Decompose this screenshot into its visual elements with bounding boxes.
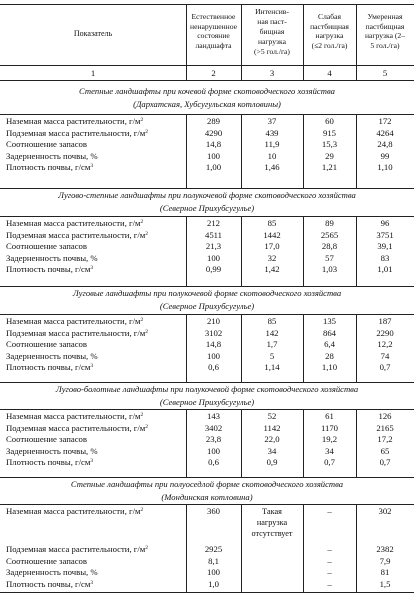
cell-value: 24,8 bbox=[377, 139, 393, 149]
row-label bbox=[6, 219, 143, 228]
column-divider bbox=[186, 504, 187, 592]
row-label-text: Подземная масса растительности, г/м bbox=[6, 229, 146, 240]
cell-value: 212 bbox=[206, 218, 221, 228]
section-title: Лугово-степные ландшафты при полукочевой форме скотоводческого хозяйства bbox=[58, 190, 356, 200]
cell-value: 143 bbox=[206, 411, 221, 421]
column-number: 5 bbox=[382, 68, 388, 78]
column-number: 3 bbox=[269, 68, 275, 78]
cell-value: 52 bbox=[267, 411, 277, 421]
cell-value: 17,2 bbox=[377, 434, 393, 444]
header-rule bbox=[0, 65, 414, 66]
cell-value: 2165 bbox=[376, 422, 394, 433]
section-rule bbox=[0, 477, 414, 478]
cell-value: 34 bbox=[325, 445, 334, 456]
row-label-text: Подземная масса растительности, г/м bbox=[6, 327, 146, 338]
header-col3-line: нагрузка bbox=[258, 37, 286, 46]
col-number-rule bbox=[0, 80, 414, 81]
cell-value: 12,2 bbox=[377, 339, 393, 349]
unit-exponent: 3 bbox=[90, 363, 94, 369]
row-label bbox=[6, 447, 98, 456]
cell-value: 19,2 bbox=[321, 434, 338, 444]
row-label-text: Плотность почвы, г/см bbox=[6, 457, 91, 467]
unit-exponent: 2 bbox=[140, 317, 144, 323]
column-divider bbox=[241, 114, 242, 188]
column-divider bbox=[241, 409, 242, 477]
section-title: Луговые ландшафты при полукочевой форме скотоводческого хозяйства bbox=[72, 288, 342, 298]
cell-value: 0,6 bbox=[208, 457, 219, 467]
row-label-text: Плотность почвы, г/см bbox=[6, 578, 91, 589]
column-divider bbox=[356, 409, 357, 477]
cell-value: 3102 bbox=[204, 327, 223, 338]
header-col4-line: (≤2 гол./га) bbox=[311, 40, 348, 50]
cell-value: – bbox=[327, 567, 332, 577]
cell-value: – bbox=[327, 544, 332, 554]
header-col3-line: (>5 гол./га) bbox=[254, 47, 290, 56]
row-label bbox=[6, 231, 148, 240]
cell-value: 302 bbox=[378, 506, 392, 516]
cell-value: – bbox=[327, 578, 332, 589]
cell-value: 81 bbox=[380, 567, 390, 577]
header-col2-line: состояние bbox=[197, 31, 230, 40]
row-label bbox=[6, 363, 93, 372]
section-title: Степные ландшафты при кочевой форме скотоводческого хозяйства bbox=[79, 86, 335, 96]
cell-value: 1,0 bbox=[208, 578, 219, 589]
cell-value: 14,8 bbox=[205, 339, 222, 349]
cell-value: 864 bbox=[322, 327, 337, 338]
header-col3-line: бищная bbox=[259, 27, 285, 36]
cell-value: 0,9 bbox=[266, 457, 278, 467]
row-label-text: Подземная масса растительности, г/м bbox=[6, 544, 146, 554]
cell-value: 1,5 bbox=[379, 578, 391, 589]
row-label-text: Наземная масса растительности, г/м bbox=[6, 116, 141, 126]
cell-value: 83 bbox=[380, 252, 390, 263]
cell-value: 74 bbox=[380, 350, 390, 361]
cell-value: 60 bbox=[325, 116, 334, 126]
section-title: (Мондинская котловина) bbox=[161, 492, 253, 502]
row-label bbox=[6, 254, 98, 263]
row-label bbox=[6, 152, 98, 161]
unit-exponent: 2 bbox=[140, 412, 144, 418]
header-col5-line: пастбищная bbox=[365, 21, 405, 31]
section-rule bbox=[0, 286, 414, 287]
row-label-text: Соотношение запасов bbox=[6, 139, 88, 149]
unit-exponent: 2 bbox=[140, 219, 144, 225]
row-label bbox=[6, 340, 87, 349]
row-label bbox=[6, 140, 87, 149]
cell-value: 96 bbox=[380, 218, 390, 228]
section-rule bbox=[0, 188, 414, 189]
cell-value: 2925 bbox=[204, 544, 223, 554]
cell-value: 439 bbox=[265, 127, 279, 138]
row-label bbox=[6, 568, 98, 577]
cell-value: 34 bbox=[267, 445, 277, 456]
cell-value: 172 bbox=[378, 116, 392, 126]
column-number: 1 bbox=[90, 68, 96, 78]
cell-value: 4511 bbox=[204, 229, 223, 240]
row-label-text: Задерненность почвы, % bbox=[6, 150, 98, 161]
column-number: 2 bbox=[211, 68, 216, 78]
cell-value: 65 bbox=[380, 445, 390, 456]
column-divider bbox=[303, 4, 304, 80]
row-label-text: Задерненность почвы, % bbox=[6, 445, 98, 456]
header-col3-line: ная паст- bbox=[257, 17, 287, 26]
cell-value: 89 bbox=[325, 218, 334, 228]
section-rule bbox=[0, 314, 414, 315]
cell-value: 2565 bbox=[320, 229, 339, 240]
unit-exponent: 2 bbox=[145, 545, 149, 551]
column-divider bbox=[186, 4, 187, 80]
column-divider bbox=[303, 504, 304, 592]
section-rule bbox=[0, 504, 414, 505]
cell-value: 61 bbox=[325, 411, 334, 421]
column-divider bbox=[303, 409, 304, 477]
cell-value: 1,10 bbox=[321, 362, 338, 372]
cell-value: 1,01 bbox=[377, 264, 393, 274]
cell-value: 1,00 bbox=[205, 162, 222, 172]
section-title: Степные ландшафты при полуоседлой форме скотоводческого хозяйства bbox=[70, 479, 344, 489]
column-divider bbox=[186, 314, 187, 382]
cell-value: 0,7 bbox=[379, 457, 391, 467]
cell-value: 100 bbox=[206, 150, 221, 161]
cell-value: – bbox=[327, 506, 332, 516]
section-title: (Северное Прихубсугулье) bbox=[159, 203, 255, 213]
section-title: (Дархатская, Хубсугульская котловины) bbox=[133, 99, 281, 109]
cell-value: 57 bbox=[325, 252, 334, 263]
row-label-text: Плотность почвы, г/см bbox=[6, 264, 91, 274]
section-rule bbox=[0, 216, 414, 217]
cell-value: 210 bbox=[206, 316, 221, 326]
unit-exponent: 3 bbox=[90, 579, 94, 586]
section-rule bbox=[0, 409, 414, 410]
column-divider bbox=[356, 4, 357, 80]
cell-value: 32 bbox=[267, 252, 277, 263]
row-label-text: Плотность почвы, г/см bbox=[6, 362, 91, 372]
header-col5-line: Умеренная bbox=[367, 12, 403, 21]
cell-value: 1,10 bbox=[377, 162, 393, 172]
column-divider bbox=[303, 114, 304, 188]
cell-value: 1,7 bbox=[266, 339, 278, 349]
cell-value: 0,99 bbox=[205, 264, 222, 274]
cell-value: 126 bbox=[378, 411, 392, 421]
cell-value: 1,21 bbox=[321, 162, 338, 172]
cell-value: 100 bbox=[206, 252, 221, 263]
cell-value: 100 bbox=[206, 445, 221, 456]
column-divider bbox=[241, 314, 242, 382]
row-label-text: Подземная масса растительности, г/м bbox=[6, 422, 146, 433]
row-label bbox=[6, 117, 143, 126]
section-rule bbox=[0, 382, 414, 383]
cell-value: 15,3 bbox=[321, 139, 338, 149]
unit-exponent: 3 bbox=[90, 458, 94, 464]
cell-value: 11,9 bbox=[264, 139, 280, 149]
column-divider bbox=[186, 409, 187, 477]
row-label bbox=[6, 129, 148, 138]
column-number: 4 bbox=[327, 68, 332, 78]
unit-exponent: 3 bbox=[90, 265, 94, 271]
row-label bbox=[6, 317, 143, 326]
row-label bbox=[6, 458, 93, 467]
cell-value: 39,1 bbox=[377, 241, 393, 251]
cell-value: 187 bbox=[378, 316, 392, 326]
cell-value: 7,9 bbox=[379, 555, 391, 566]
cell-value: 289 bbox=[206, 116, 221, 126]
header-col2-line: ненарушенное bbox=[190, 21, 237, 31]
column-divider bbox=[356, 314, 357, 382]
cell-value: 22,0 bbox=[264, 434, 280, 444]
cell-value: 1170 bbox=[320, 422, 339, 433]
cell-value: 100 bbox=[206, 567, 221, 577]
row-label-text: Наземная масса растительности, г/м bbox=[6, 316, 141, 326]
header-col3-line: Интенсив- bbox=[255, 7, 289, 16]
row-label-text: Задерненность почвы, % bbox=[6, 350, 98, 361]
cell-value: 135 bbox=[322, 316, 337, 326]
column-divider bbox=[186, 216, 187, 286]
row-label bbox=[6, 424, 148, 433]
cell-value: 28,8 bbox=[321, 241, 338, 251]
cell-value: 1142 bbox=[263, 422, 281, 433]
row-label bbox=[6, 242, 87, 251]
column-divider bbox=[356, 504, 357, 592]
row-label-text: Соотношение запасов bbox=[6, 434, 88, 444]
unit-exponent: 2 bbox=[140, 507, 144, 513]
cell-value: 1,14 bbox=[264, 362, 280, 372]
header-col4-line: пастбищная bbox=[310, 21, 349, 31]
column-divider bbox=[186, 114, 187, 188]
cell-value: 0,6 bbox=[208, 362, 219, 372]
unit-exponent: 2 bbox=[145, 128, 149, 135]
cell-value: 37 bbox=[267, 116, 277, 126]
row-label-text: Плотность почвы, г/см bbox=[6, 162, 91, 172]
column-divider bbox=[356, 114, 357, 188]
row-label bbox=[6, 412, 143, 421]
section-title: Лугово-болотные ландшафты при полукочевой форме скотоводческого хозяйства bbox=[55, 384, 359, 394]
cell-value: 28 bbox=[325, 350, 334, 361]
header-indicator: Показатель bbox=[73, 29, 113, 38]
no-load-note: нагрузка bbox=[256, 518, 288, 527]
cell-value: 23,8 bbox=[205, 434, 222, 444]
bottom-rule bbox=[0, 592, 414, 593]
cell-value: 8,1 bbox=[208, 555, 219, 566]
row-label bbox=[6, 580, 93, 589]
cell-value: 17,0 bbox=[264, 241, 280, 251]
header-col5-line: 5 гол./га) bbox=[370, 40, 400, 50]
row-label bbox=[6, 352, 98, 361]
row-label bbox=[6, 507, 143, 516]
cell-value: 1,46 bbox=[264, 162, 280, 172]
cell-value: 99 bbox=[380, 150, 390, 161]
cell-value: 2290 bbox=[376, 327, 394, 338]
cell-value: 1,03 bbox=[321, 264, 338, 274]
row-label bbox=[6, 557, 87, 566]
row-label bbox=[6, 329, 148, 338]
cell-value: 142 bbox=[265, 327, 279, 338]
cell-value: 3402 bbox=[204, 422, 223, 433]
cell-value: – bbox=[327, 555, 332, 566]
row-label bbox=[6, 265, 93, 274]
section-title: (Северное Прихубсугулье) bbox=[159, 397, 255, 407]
cell-value: 85 bbox=[267, 218, 277, 228]
row-label bbox=[6, 545, 148, 554]
cell-value: 915 bbox=[322, 127, 337, 138]
column-divider bbox=[241, 504, 242, 592]
cell-value: 29 bbox=[325, 150, 334, 161]
cell-value: 6,4 bbox=[324, 339, 335, 349]
section-rule bbox=[0, 114, 414, 115]
column-divider bbox=[303, 216, 304, 286]
row-label-text: Соотношение запасов bbox=[6, 555, 88, 566]
unit-exponent: 3 bbox=[90, 163, 94, 169]
cell-value: 85 bbox=[267, 316, 277, 326]
cell-value: 5 bbox=[269, 350, 275, 361]
cell-value: 2382 bbox=[376, 544, 394, 554]
unit-exponent: 2 bbox=[140, 117, 144, 123]
header-col4-line: нагрузка bbox=[315, 31, 344, 40]
no-load-note: Такая bbox=[262, 507, 282, 516]
row-label bbox=[6, 163, 93, 172]
header-col2-line: Естественное bbox=[191, 12, 236, 21]
row-label-text: Наземная масса растительности, г/м bbox=[6, 506, 141, 516]
cell-value: 21,3 bbox=[205, 241, 222, 251]
row-label-text: Наземная масса растительности, г/м bbox=[6, 218, 141, 228]
row-label-text: Задерненность почвы, % bbox=[6, 567, 98, 577]
column-divider bbox=[356, 216, 357, 286]
column-divider bbox=[303, 314, 304, 382]
cell-value: 100 bbox=[206, 350, 221, 361]
header-col2-line: ландшафта bbox=[195, 40, 232, 50]
row-label-text: Подземная масса растительности, г/м bbox=[6, 127, 146, 138]
cell-value: 10 bbox=[267, 150, 277, 161]
row-label-text: Соотношение запасов bbox=[6, 339, 88, 349]
row-label-text: Наземная масса растительности, г/м bbox=[6, 411, 141, 421]
cell-value: 4264 bbox=[376, 127, 394, 138]
cell-value: 14,8 bbox=[205, 139, 222, 149]
header-col4-line: Слабая bbox=[318, 12, 341, 21]
cell-value: 360 bbox=[206, 506, 221, 516]
column-divider bbox=[241, 216, 242, 286]
row-label-text: Соотношение запасов bbox=[6, 241, 88, 251]
cell-value: 4290 bbox=[204, 127, 223, 138]
row-label bbox=[6, 435, 87, 444]
row-label-text: Задерненность почвы, % bbox=[6, 252, 98, 263]
cell-value: 1,42 bbox=[264, 264, 280, 274]
column-divider bbox=[241, 4, 242, 80]
section-title: (Северное Прихубсугулье) bbox=[159, 301, 255, 311]
cell-value: 0,7 bbox=[379, 362, 391, 372]
unit-exponent: 2 bbox=[145, 230, 149, 237]
unit-exponent: 2 bbox=[145, 423, 149, 430]
top-rule bbox=[0, 4, 414, 5]
unit-exponent: 2 bbox=[145, 328, 149, 335]
cell-value: 3751 bbox=[376, 229, 394, 240]
no-load-note: отсутствует bbox=[251, 529, 293, 538]
cell-value: 1442 bbox=[263, 229, 281, 240]
header-col5-line: нагрузка (2– bbox=[364, 31, 405, 40]
cell-value: 0,7 bbox=[324, 457, 335, 467]
